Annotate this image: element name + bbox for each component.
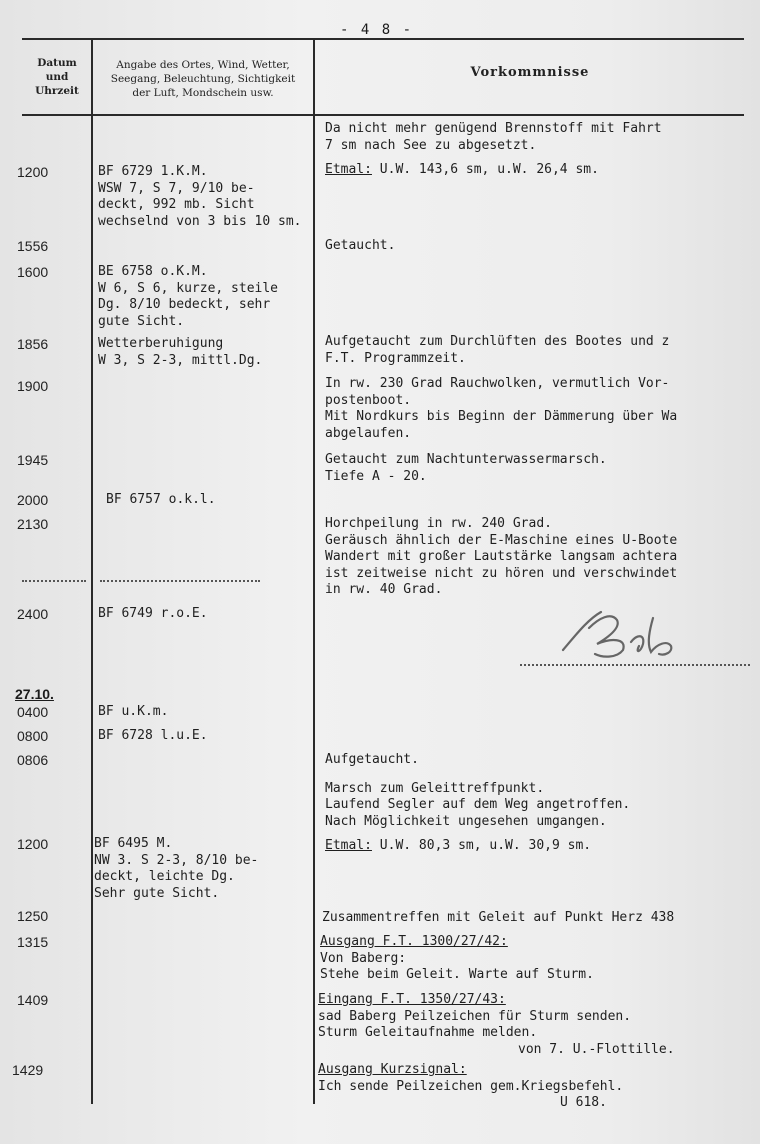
time-entry: 1200 xyxy=(17,164,49,180)
time-entry: 1856 xyxy=(17,336,49,352)
dotted-separator xyxy=(22,580,86,582)
place-text: BF u.K.m. xyxy=(98,704,169,719)
event-text: In rw. 230 Grad Rauchwolken, vermutlich Vor- postenboot. Mit Nordkurs bis Beginn der Dämmerung über Wa abgelaufen. xyxy=(325,376,678,441)
time-entry: 0800 xyxy=(17,728,49,744)
event-text: Zusammentreffen mit Geleit auf Punkt Herz 438 xyxy=(322,910,675,925)
place-text: BF 6728 l.u.E. xyxy=(98,728,208,743)
event-text: Eingang F.T. 1350/27/43: sad Baberg Peilzeichen für Sturm senden. Sturm Geleitaufnahme melden. von 7. U.-Flottille. xyxy=(318,992,675,1057)
time-entry: 1600 xyxy=(17,264,49,280)
time-entry: 1900 xyxy=(17,378,49,394)
event-text: Aufgetaucht zum Durchlüften des Bootes und z F.T. Programmzeit. xyxy=(325,334,670,366)
signature-mark xyxy=(545,598,695,670)
time-entry: 2130 xyxy=(17,516,49,532)
place-text: BF 6749 r.o.E. xyxy=(98,606,208,621)
time-entry: 1200 xyxy=(17,836,49,852)
place-text: BF 6729 1.K.M. WSW 7, S 7, 9/10 be- deckt, 992 mb. Sicht wechselnd von 3 bis 10 sm. xyxy=(98,164,302,229)
place-text: BF 6757 o.k.l. xyxy=(106,492,216,507)
event-text: Ausgang F.T. 1300/27/42: Von Baberg: Stehe beim Geleit. Warte auf Sturm. xyxy=(320,934,594,982)
time-entry: 1250 xyxy=(17,908,49,924)
date-marker: 27.10. xyxy=(15,686,54,702)
time-entry: 2400 xyxy=(17,606,49,622)
time-entry: 1315 xyxy=(17,934,49,950)
column-divider-1 xyxy=(91,38,93,1104)
place-text: Wetterberuhigung W 3, S 2-3, mittl.Dg. xyxy=(98,336,263,368)
time-entry: 1556 xyxy=(17,238,49,254)
event-text: Etmal: U.W. 143,6 sm, u.W. 26,4 sm. xyxy=(325,162,599,177)
time-entry: 1409 xyxy=(17,992,49,1008)
event-text: Getaucht. xyxy=(325,238,396,253)
event-text: Da nicht mehr genügend Brennstoff mit Fahrt 7 sm nach See zu abgesetzt. xyxy=(325,121,662,153)
place-text: BE 6758 o.K.M. W 6, S 6, kurze, steile Dg. 8/10 bedeckt, sehr gute Sicht. xyxy=(98,264,279,329)
time-entry: 0400 xyxy=(17,704,49,720)
header-date-time: Datum und Uhrzeit xyxy=(35,57,79,97)
event-text: Aufgetaucht. Marsch zum Geleittreffpunkt. Laufend Segler auf dem Weg angetroffen. Nach Möglichkeit ungesehen umgangen. xyxy=(325,752,631,829)
table-top-rule xyxy=(22,38,744,40)
dotted-separator xyxy=(100,580,260,582)
signature-dotted-line xyxy=(520,664,750,666)
event-text: Horchpeilung in rw. 240 Grad. Geräusch ähnlich der E-Maschine eines U-Boote Wandert mit großer Lautstärke langsam achtera ist zeitweise nicht zu hören und verschwindet in rw. 40 Grad. xyxy=(325,516,678,597)
header-events: Vorkommnisse xyxy=(470,65,590,80)
event-text: Etmal: U.W. 80,3 sm, u.W. 30,9 sm. xyxy=(325,838,592,853)
event-text: Ausgang Kurzsignal: Ich sende Peilzeichen gem.Kriegsbefehl. U 618. xyxy=(318,1062,624,1110)
header-location-weather: Angabe des Ortes, Wind, Wetter, Seegang, Beleuchtung, Sichtigkeit der Luft, Mondschein usw. xyxy=(110,59,296,99)
page-number: - 4 8 - xyxy=(340,22,414,38)
place-text: BF 6495 M. NW 3. S 2-3, 8/10 be- deckt, leichte Dg. Sehr gute Sicht. xyxy=(94,836,259,901)
time-entry: 1945 xyxy=(17,452,49,468)
event-text: Getaucht zum Nachtunterwassermarsch. Tiefe A - 20. xyxy=(325,452,607,484)
header-bottom-rule xyxy=(22,114,744,116)
time-entry: 2000 xyxy=(17,492,49,508)
column-divider-2 xyxy=(313,40,315,1104)
time-entry: 0806 xyxy=(17,752,49,768)
time-entry: 1429 xyxy=(12,1062,44,1078)
